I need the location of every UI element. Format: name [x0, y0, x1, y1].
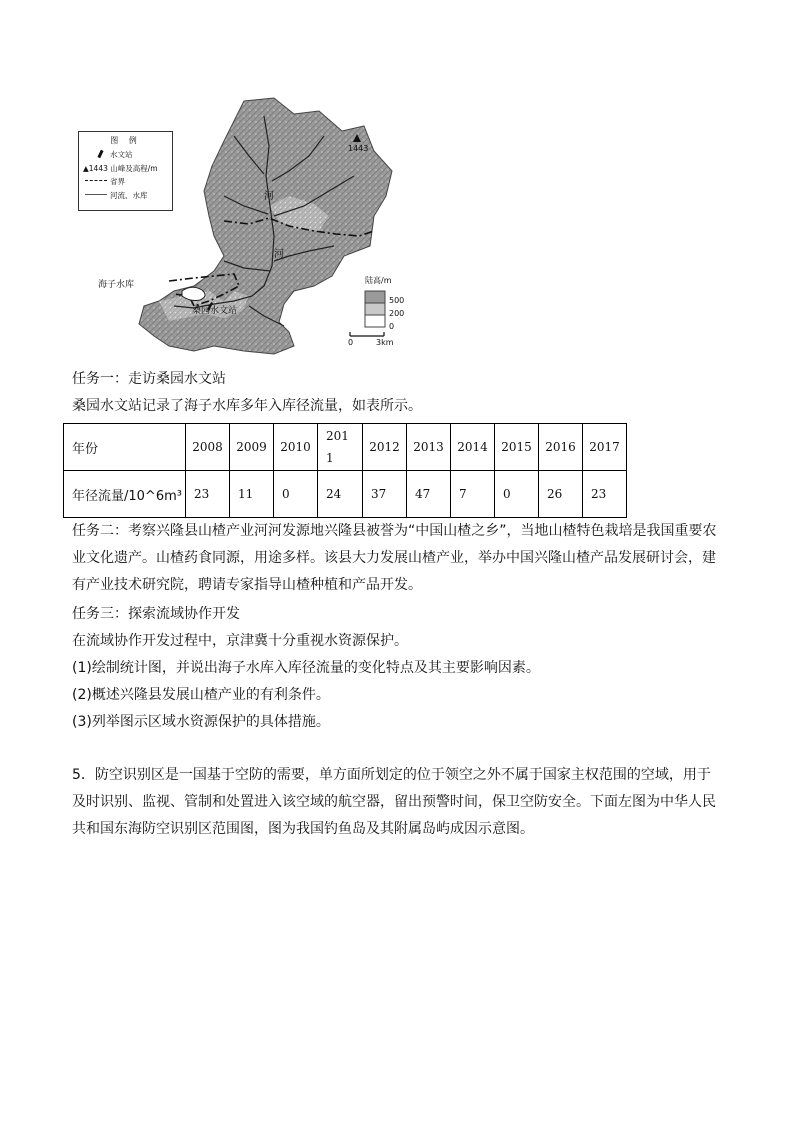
table-cell: 7 [451, 471, 495, 518]
table-cell: 2010 [274, 424, 318, 471]
table-cell: 2009 [230, 424, 274, 471]
question-1: (1)绘制统计图，并说出海子水库入库径流量的变化特点及其主要影响因素。 [72, 660, 540, 676]
elevation-label-0: 0 [389, 322, 395, 331]
question-3: (3)列举图示区域水资源保护的具体措施。 [72, 714, 330, 730]
table-cell: 23 [186, 471, 230, 518]
scale-start-label: 0 [348, 338, 354, 347]
table-cell: 2017 [583, 424, 627, 471]
legend-title: 图 例 [110, 136, 141, 145]
elevation-legend-title: 陆高/m [365, 276, 392, 285]
map-legend [78, 131, 173, 211]
table-header-year: 年份 [64, 424, 186, 471]
table-cell: 2015 [495, 424, 539, 471]
table-cell: 2008 [186, 424, 230, 471]
task3-intro: 在流域协作开发过程中，京津冀十分重视水资源保护。 [72, 633, 408, 649]
table-cell: 23 [583, 471, 627, 518]
table-cell: 0 [495, 471, 539, 518]
table-cell: 24 [318, 471, 363, 518]
hydrological-station-icon [97, 150, 103, 159]
elevation-box-500 [365, 291, 385, 303]
provincial-boundary-icon [85, 180, 107, 181]
task1-title: 任务一：走访桑园水文站 [72, 371, 226, 387]
table-cell: 11 [230, 471, 274, 518]
legend-item-peak: ▲1443 山峰及高程/m [83, 164, 158, 173]
table-header-runoff: 年径流量/10^6m³ [64, 471, 186, 518]
basin-map [74, 96, 414, 358]
scale-end-label: 3km [376, 338, 394, 347]
table-cell: 201 1 [318, 424, 363, 471]
peak-elevation-label: 1443 [348, 144, 369, 153]
reservoir-label: 海子水库 [98, 280, 135, 290]
elevation-box-200 [365, 303, 385, 315]
legend-item-river: 河流、水库 [85, 191, 148, 201]
table-cell: 0 [274, 471, 318, 518]
river-label-upper: 河 [264, 191, 274, 202]
river-label-lower: 河 [274, 249, 284, 260]
peak-icon: ▲ [83, 164, 89, 173]
table-cell: 2014 [451, 424, 495, 471]
legend-item-boundary: 省界 [85, 177, 125, 187]
legend-item-station: 水文站 [99, 150, 133, 160]
task2-paragraph: 任务二：考察兴隆县山楂产业河河发源地兴隆县被誉为“中国山楂之乡”，当地山楂特色栽培是我国重要农业文化遗产。山楂药食同源，用途多样。该县大力发展山楂产业，举办中国兴隆山楂产品发展研讨会，建有产业技术研究院，聘请专家指导山楂种植和产品开发。 [72, 523, 717, 593]
table-cell: 2013 [407, 424, 451, 471]
table-cell: 2012 [363, 424, 407, 471]
table-cell: 2016 [539, 424, 583, 471]
question-2: (2)概述兴隆县发展山楂产业的有利条件。 [72, 687, 330, 703]
table-cell: 47 [407, 471, 451, 518]
table-cell: 26 [539, 471, 583, 518]
elevation-label-500: 500 [389, 296, 405, 305]
table-cell: 37 [363, 471, 407, 518]
task3-title: 任务三：探索流域协作开发 [72, 606, 240, 622]
elevation-box-0 [365, 315, 385, 327]
question-5-paragraph: 5．防空识别区是一国基于空防的需要，单方面所划定的位于领空之外不属于国家主权范围的空域，用于及时识别、监视、管制和处置进入该空域的航空器，留出预警时间，保卫空防安全。下面左图为中华人民共和国东海防空识别区范围图，图为我国钓鱼岛及其附属岛屿成因示意图。 [72, 767, 716, 837]
task1-intro: 桑园水文站记录了海子水库多年入库径流量，如表所示。 [72, 398, 422, 414]
elevation-label-200: 200 [389, 309, 405, 318]
river-reservoir-icon [85, 194, 107, 195]
table-row-years [64, 424, 627, 471]
runoff-table [63, 423, 627, 518]
station-label: 桑园水文站 [192, 306, 238, 316]
reservoir-shape [182, 287, 205, 300]
table-row-runoff [64, 471, 627, 518]
